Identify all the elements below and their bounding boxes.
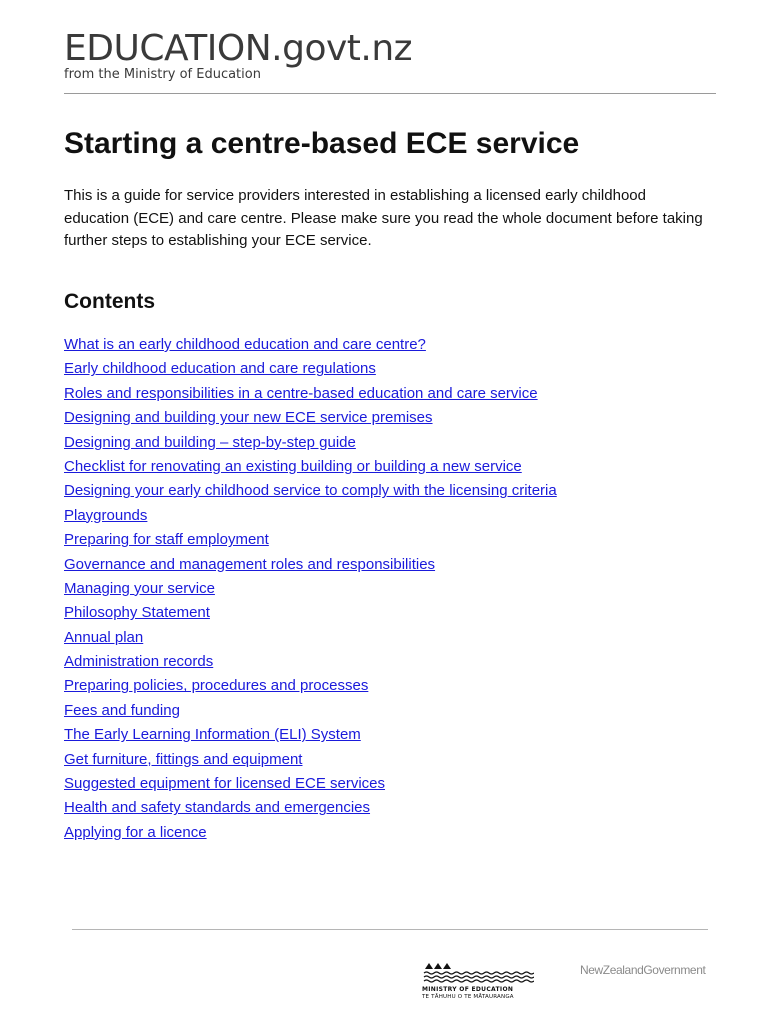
toc-link[interactable]: Preparing for staff employment [64,531,269,549]
toc-link[interactable]: Annual plan [64,628,144,646]
toc-link[interactable]: Designing and building your new ECE service premises [64,409,433,427]
toc-link[interactable]: Fees and funding [64,701,180,719]
toc-item [64,772,557,796]
intro-paragraph: This is a guide for service providers interested in establishing a licensed early childhood education (ECE) and care centre. Please make sure you read the whole document before taking further steps to establishing your ECE service. [64,187,703,249]
ministry-mark-icon [422,962,534,986]
toc-link[interactable]: Administration records [64,653,214,671]
toc-item [64,431,557,455]
toc-link[interactable]: Suggested equipment for licensed ECE services [64,775,386,793]
toc-item [64,504,557,528]
toc-item [64,553,557,577]
toc-link[interactable]: Health and safety standards and emergencies [64,799,371,817]
toc-link[interactable]: Designing and building – step-by-step guide [64,433,356,451]
toc-link[interactable]: Checklist for renovating an existing building or building a new service [64,457,522,475]
toc-item [64,601,557,625]
toc-link[interactable]: Get furniture, fittings and equipment [64,750,303,768]
ministry-of-education-logo [422,962,534,1001]
header-divider [64,93,716,94]
ministry-maori-name: TE TĀHUHU O TE MĀTAURANGA [422,994,514,1000]
toc-link[interactable]: Roles and responsibilities in a centre-based education and care service [64,384,538,402]
toc-item [64,577,557,601]
ministry-name: MINISTRY OF EDUCATION [422,986,514,993]
toc-item [64,626,557,650]
toc-link[interactable]: Governance and management roles and responsibilities [64,555,436,573]
toc-link[interactable]: Philosophy Statement [64,604,210,622]
toc-item [64,406,557,430]
toc-link[interactable]: Designing your early childhood service to comply with the licensing criteria [64,482,557,500]
site-logo-title: EDUCATION.govt.nz [64,28,413,69]
toc-link[interactable]: Playgrounds [64,506,148,524]
toc-item [64,748,557,772]
site-logo-tagline: from the Ministry of Education [64,67,261,82]
footer-divider [72,929,708,930]
toc-link[interactable]: What is an early childhood education and care centre? [64,336,426,353]
nz-government-logo: NewZealandGovernment [580,963,706,977]
toc-link[interactable]: Early childhood education and care regulations [64,360,376,378]
toc-item [64,357,557,381]
toc-item [64,723,557,747]
toc-item [64,455,557,479]
toc-link[interactable]: Managing your service [64,579,215,597]
toc-item [64,821,557,845]
contents-heading: Contents [64,290,155,313]
toc-item [64,479,557,503]
toc-item [64,699,557,723]
document-title: Starting a centre-based ECE service [64,127,580,160]
toc-item [64,674,557,698]
site-masthead [64,28,412,83]
toc-link[interactable]: Preparing policies, procedures and processes [64,677,369,695]
table-of-contents [64,333,557,845]
toc-item [64,382,557,406]
toc-item [64,796,557,820]
toc-item [64,333,557,357]
toc-link[interactable]: Applying for a licence [64,823,207,841]
toc-item [64,650,557,674]
toc-link[interactable]: The Early Learning Information (ELI) System [64,726,361,744]
toc-item [64,528,557,552]
